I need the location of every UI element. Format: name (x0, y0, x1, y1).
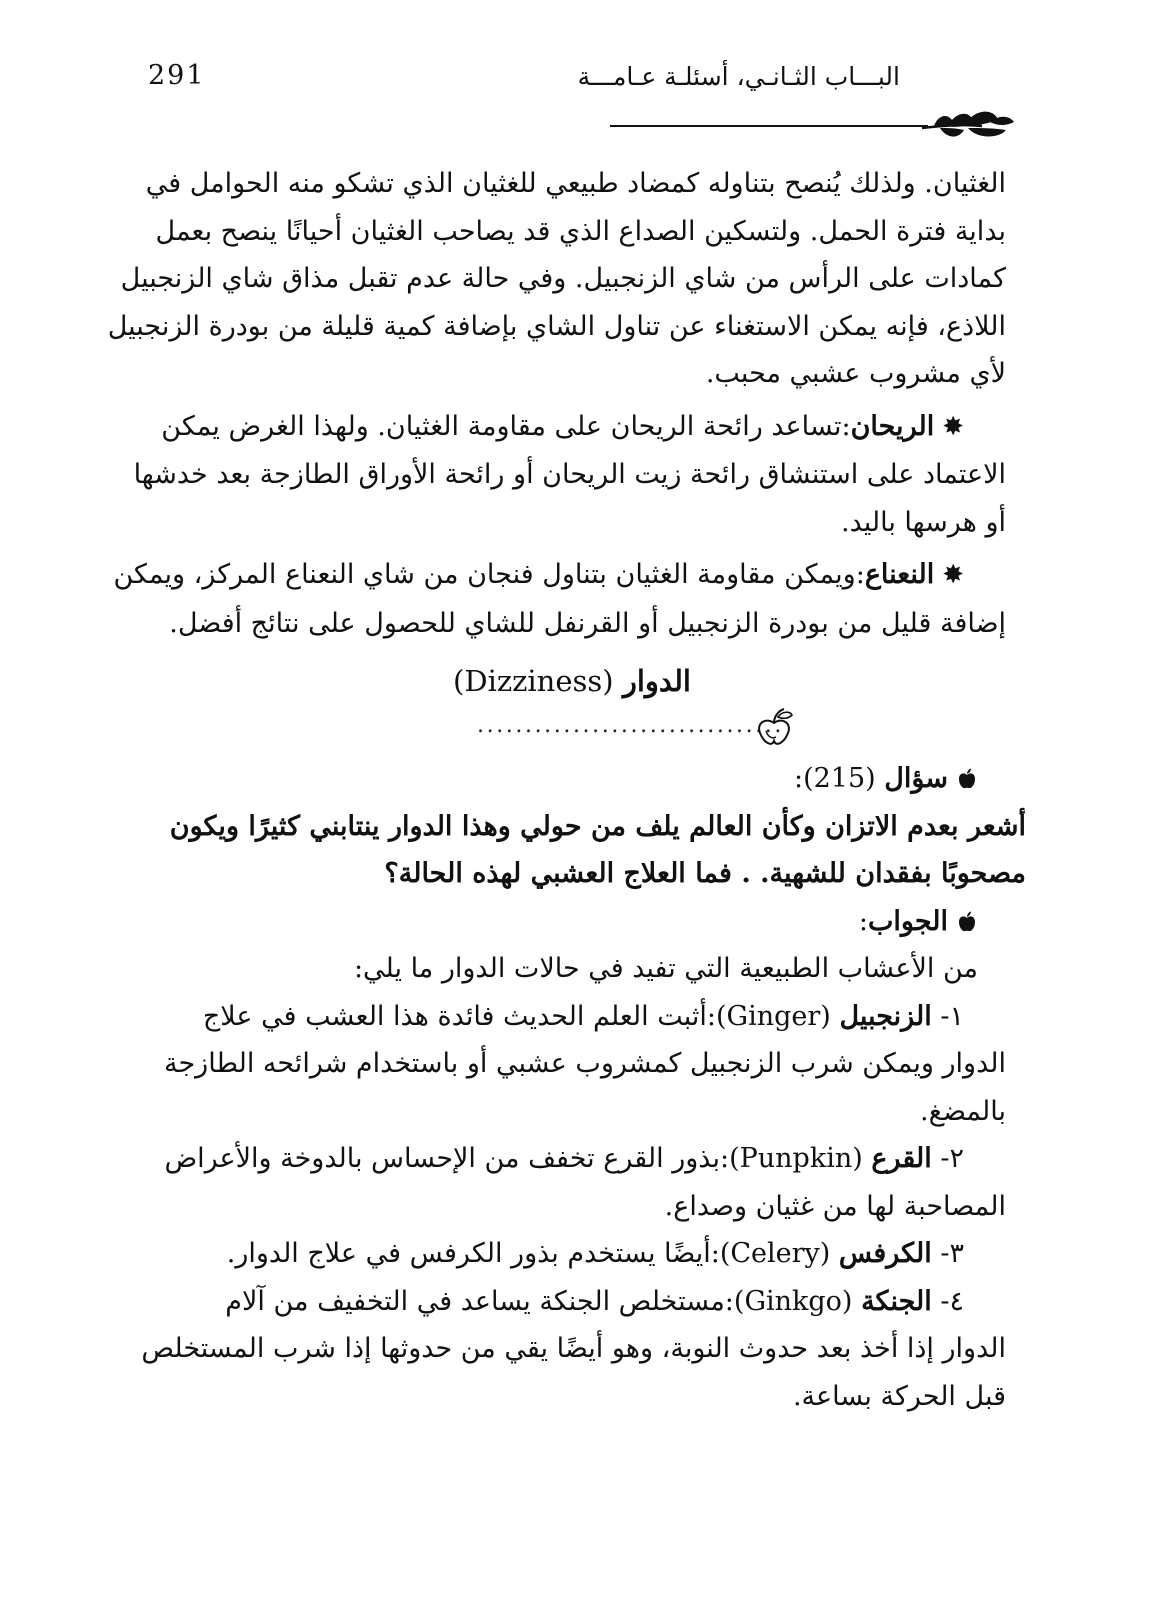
list-item-ginger-continuation (138, 1040, 1006, 1135)
apple-bullet-icon (956, 911, 978, 933)
apple-ornament-icon (750, 707, 798, 749)
running-title: البـــاب الثـانـي، أسئلـة عـامـــة (577, 62, 900, 91)
apple-bullet-icon (956, 768, 978, 790)
text-line (138, 403, 964, 452)
item-first-line: :مستخلص الجنكة يساعد في التخفيف من آلام (225, 1285, 734, 1317)
item-latin-name: (Celery) (719, 1238, 831, 1269)
leaf-ornament-icon (920, 104, 1016, 146)
text-line: من الأعشاب الطبيعية التي تفيد في حالات الدوار ما يلي: (353, 953, 978, 984)
dotted-divider: ................................ (477, 713, 784, 738)
item-name: القرع (871, 1143, 932, 1174)
item-latin-name: (Ginger) (716, 1000, 831, 1032)
item-first-line: :أثبت العلم الحديث فائدة هذا العشب في علاج (202, 1000, 717, 1032)
text-line (113, 551, 964, 600)
list-item-pumpkin (138, 1135, 1006, 1183)
text-line: الغثيان. ولذلك يُنصح بتناوله كمضاد طبيعي للغثيان الذي تشكو منه الحوامل في (145, 168, 1006, 199)
item-first-line: :بذور القرع تخفف من الإحساس بالدوخة والأعراض (164, 1143, 730, 1174)
text-line: كمادات على الرأس من شاي الزنجبيل. وفي حالة عدم تقبل مذاق شاي الزنجبيل (120, 263, 1006, 294)
page-body (107, 160, 1026, 1420)
question-text (138, 803, 1026, 898)
text-line (138, 1278, 964, 1326)
section-title-english: (Dizziness) (453, 664, 614, 698)
list-item-celery (138, 1230, 1006, 1278)
text-line: لأي مشروب عشبي محبب. (705, 358, 1006, 389)
text-line (138, 1135, 964, 1183)
asterisk-bullet-icon: ✸ (942, 560, 964, 590)
text-line: الدوار إذا أخذ بعد حدوث النوبة، وهو أيضًا يقي من حدوثها إذا شرب المستخلص (141, 1333, 1006, 1364)
answer-colon: : (858, 905, 868, 937)
basil-continuation (133, 451, 1006, 546)
question-label: سؤال (884, 763, 948, 794)
question-colon: : (793, 763, 804, 794)
text-line (138, 993, 964, 1041)
item-number: ٣- (940, 1238, 964, 1269)
page-header (0, 0, 1152, 140)
item-name: الكرفس (838, 1238, 932, 1269)
basil-label: الريحان (850, 410, 935, 442)
intro-paragraph (107, 160, 1006, 398)
list-item-ginger (138, 993, 1006, 1041)
answer-label: الجواب (867, 905, 948, 937)
item-number: ٢- (940, 1143, 964, 1174)
text-line: الاعتماد على استنشاق رائحة زيت الريحان أو رائحة الأوراق الطازجة بعد خدشها (133, 459, 1006, 490)
question-number: (215) (803, 763, 876, 794)
section-title-arabic: الدوار (622, 664, 691, 698)
item-first-line: :أيضًا يستخدم بذور الكرفس في علاج الدوار. (226, 1238, 720, 1269)
item-number: ١- (940, 1000, 964, 1032)
page-number: 291 (148, 60, 206, 91)
text-line: مصحوبًا بفقدان للشهية. . فما العلاج العشبي لهذه الحالة؟ (384, 858, 1026, 889)
basil-paragraph (138, 403, 1006, 452)
text-line (138, 755, 978, 803)
mint-first-line: :ويمكن مقاومة الغثيان بتناول فنجان من شاي النعناع المركز، ويمكن (113, 559, 865, 590)
mint-continuation (138, 600, 1006, 648)
mint-paragraph (113, 551, 1006, 600)
answer-intro (138, 945, 1006, 993)
item-name: الجنكة (861, 1285, 932, 1317)
text-line: بالمضغ. (920, 1095, 1006, 1127)
text-line: قبل الحركة بساعة. (792, 1380, 1006, 1412)
item-latin-name: (Ginkgo) (733, 1285, 853, 1317)
text-line: إضافة قليل من بودرة الزنجبيل أو القرنفل للشاي للحصول على نتائج أفضل. (169, 607, 1006, 639)
text-line (138, 1230, 964, 1278)
section-divider (138, 707, 1006, 751)
list-item-ginkgo-continuation (138, 1325, 1006, 1420)
list-item-pumpkin-continuation (138, 1183, 1006, 1231)
text-line: الدوار ويمكن شرب الزنجبيل كمشروب عشبي أو باستخدام شرائحه الطازجة (164, 1048, 1006, 1079)
text-line: أو هرسها باليد. (840, 506, 1006, 538)
basil-first-line: :تساعد رائحة الريحان على مقاومة الغثيان. ولهذا الغرض يمكن (161, 410, 851, 442)
text-line: بداية فترة الحمل. ولتسكين الصداع الذي قد يصاحب الغثيان أحيانًا ينصح بعمل (155, 215, 1006, 247)
text-line: اللاذع، فإنه يمكن الاستغناء عن تناول الشاي بإضافة كمية قليلة من بودرة الزنجبيل (107, 310, 1006, 342)
asterisk-bullet-icon: ✸ (942, 411, 964, 442)
question-heading (138, 755, 1006, 803)
text-line (138, 898, 978, 946)
answer-heading (138, 898, 1006, 946)
header-rule (610, 125, 928, 127)
text-line: أشعر بعدم الاتزان وكأن العالم يلف من حولي وهذا الدوار ينتابني كثيرًا ويكون (169, 810, 1026, 842)
text-line: المصاحبة لها من غثيان وصداع. (664, 1190, 1006, 1222)
item-latin-name: (Punpkin) (729, 1143, 863, 1174)
list-item-ginkgo (138, 1278, 1006, 1326)
item-name: الزنجبيل (839, 1000, 932, 1032)
mint-label: النعناع (864, 559, 935, 590)
section-title (138, 659, 1006, 703)
item-number: ٤- (940, 1285, 964, 1317)
